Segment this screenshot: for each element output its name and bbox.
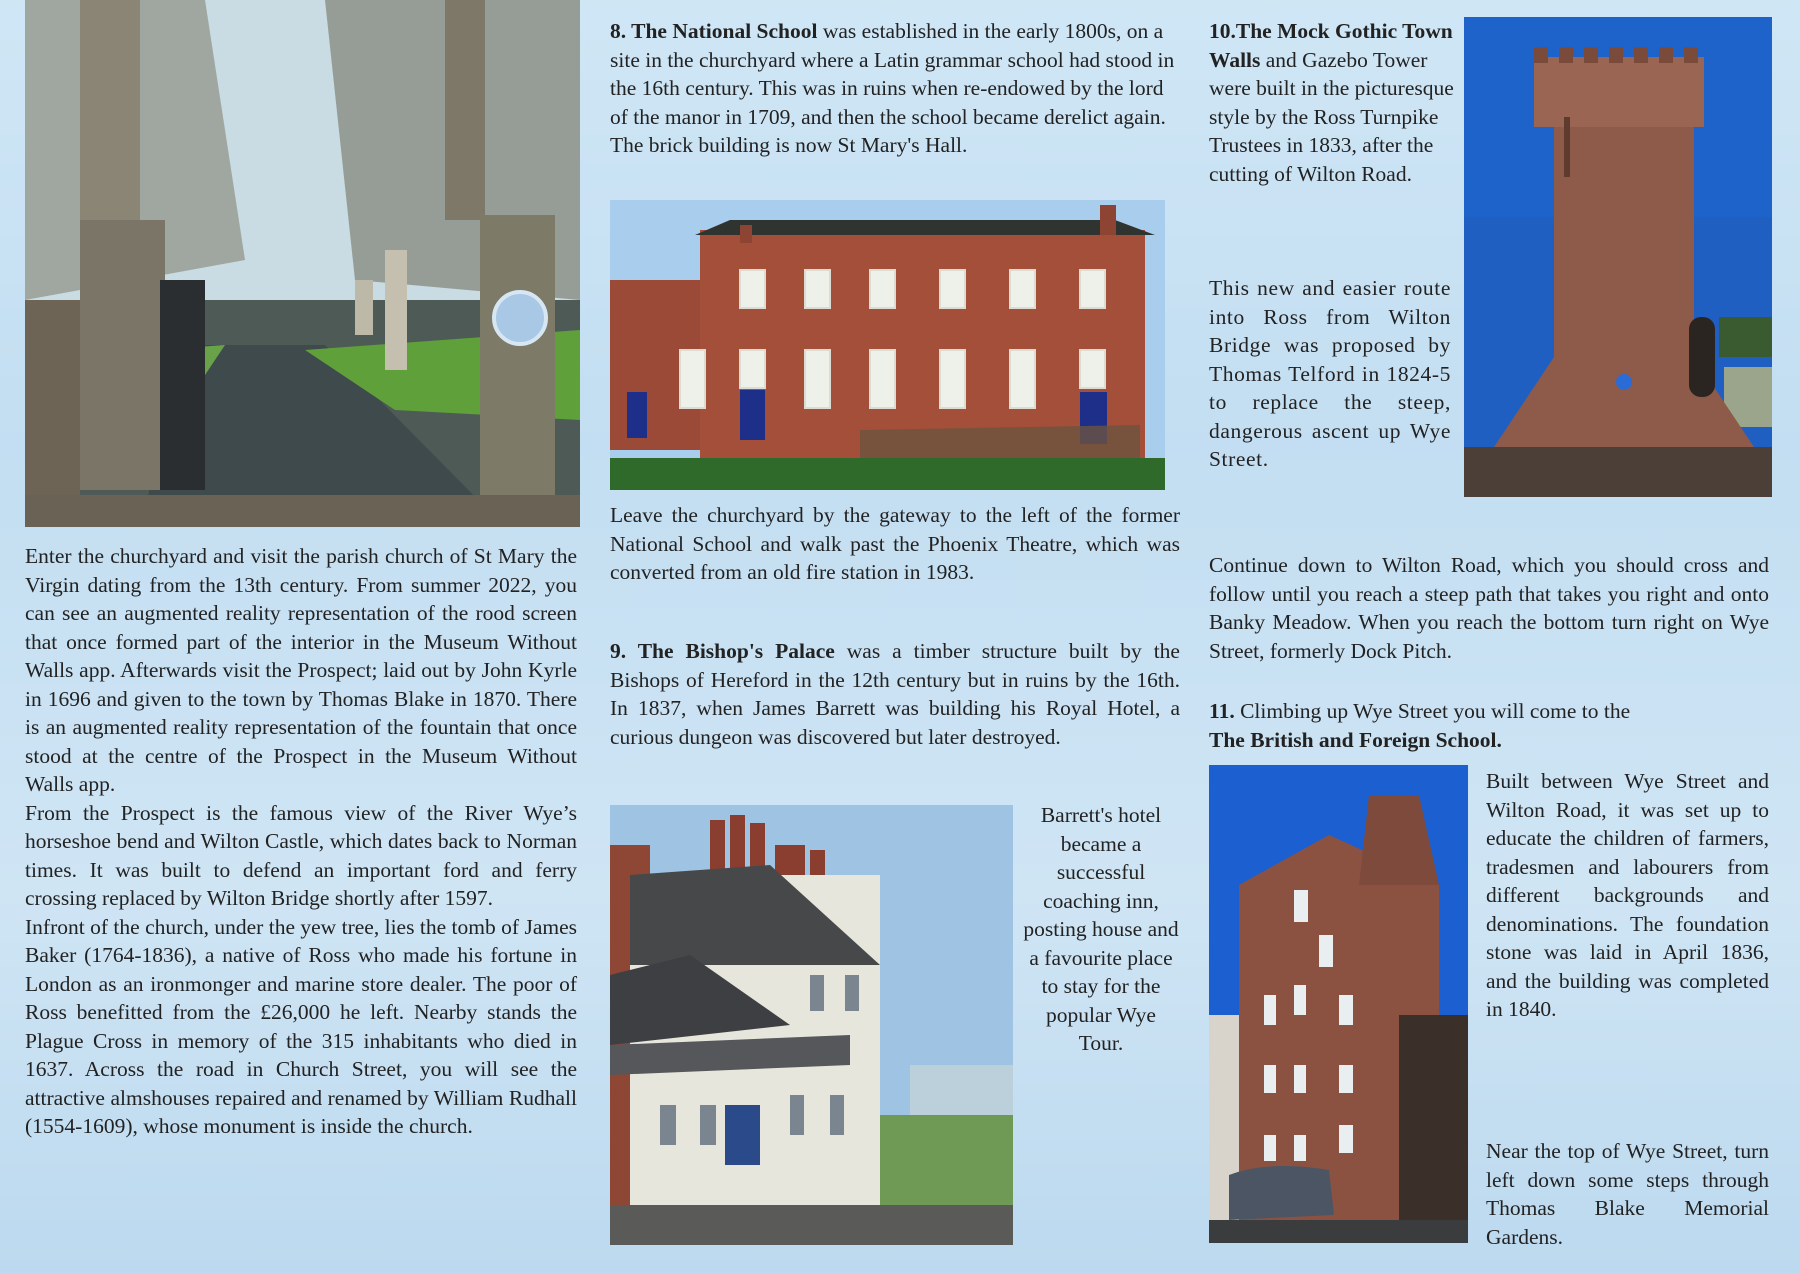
section-11-title: The British and Foreign School. — [1209, 727, 1502, 752]
section-10-body: and Gazebo Tower were built in the picturesque style by the Ross Turnpike Trustees in 1833, after the cutting of Wilton Road. — [1209, 47, 1454, 186]
section-8-text — [610, 17, 1180, 160]
british-foreign-school-photo — [1209, 765, 1468, 1243]
telford-text: This new and easier route into Ross from Wilton Bridge was proposed by Thomas Telford in 1824-5 to replace the steep, dangerous ascent up Wye Street. — [1209, 276, 1451, 471]
churchyard-gateway-photo — [25, 0, 580, 527]
section-11-intro: Climbing up Wye Street you will come to the — [1234, 699, 1631, 723]
section-11-text — [1209, 697, 1769, 754]
near-top-text: Near the top of Wye Street, turn left down some steps through Thomas Blake Memorial Gardens. — [1486, 1139, 1769, 1249]
section-8-body: was established in the early 1800s, on a site in the churchyard where a Latin grammar school had stood in the 16th century. This was in ruins when re-endowed by the lord of the manor in 1709, and then the school became derelict again. The brick building is now St Mary's Hall. — [610, 19, 1175, 157]
prospect-view-paragraph: From the Prospect is the famous view of the River Wye’s horseshoe bend and Wilton Castle, which dates back to Norman times. It was built to defend an important ford and ferry crossing replaced by Wilton Bridge shortly after 1597. — [25, 800, 577, 910]
gazebo-tower-photo — [1464, 17, 1772, 497]
section-9-title: 9. The Bishop's Palace — [610, 639, 835, 663]
church-tomb-paragraph: Infront of the church, under the yew tree, lies the tomb of James Baker (1764-1836), a native of Ross who made his fortune in London as an ironmonger and marine store dealer. The poor of Ross benefitted from the £26,000 he left. Nearby stands the Plague Cross in memory of the 315 inhabitants who died in 1637. Across the road in Church Street, you will see the attractive almshouses repaired and renamed by William Rudhall (1554-1609), whose monument is inside the church. — [25, 914, 577, 1138]
leave-churchyard-text: Leave the churchyard by the gateway to the left of the former National School and walk past the Phoenix Theatre, which was converted from an old fire station in 1983. — [610, 503, 1180, 584]
national-school-photo — [610, 200, 1165, 490]
section-10-text — [1209, 17, 1454, 188]
churchyard-paragraph: Enter the churchyard and visit the parish church of St Mary the Virgin dating from the 13th century. From summer 2022, you can see an augmented reality representation of the rood screen that once formed part of the interior in the Museum Without Walls app. Afterwards visit the Prospect; laid out by John Kyrle in 1696 and given to the town by Thomas Blake in 1870. There is an augmented reality representation of the fountain that once stood at the centre of the Prospect in the Museum Without Walls app. — [25, 544, 577, 796]
section-9-text — [610, 637, 1180, 751]
column-1-text — [25, 542, 577, 1141]
section-11-number: 11. — [1209, 699, 1235, 723]
barrett-hotel-text: Barrett's hotel became a successful coaching inn, posting house and a favourite place to stay for the popular Wye Tour. — [1023, 803, 1179, 1055]
section-10-title: 10.The Mock Gothic Town Walls — [1209, 19, 1453, 72]
built-between-text: Built between Wye Street and Wilton Road, it was set up to educate the children of farmers, tradesmen and labourers from different backgrounds and denominations. The foundation stone was laid in April 1836, and the building was completed in 1840. — [1486, 769, 1769, 1021]
continue-text: Continue down to Wilton Road, which you should cross and follow until you reach a steep path that takes you right and onto Banky Meadow. When you reach the bottom turn right on Wye Street, formerly Dock Pitch. — [1209, 553, 1769, 663]
royal-hotel-photo — [610, 805, 1013, 1245]
section-8-title: 8. The National School — [610, 19, 818, 43]
section-9-body: was a timber structure built by the Bishops of Hereford in the 12th century but in ruins by the 16th. In 1837, when James Barrett was building his Royal Hotel, a curious dungeon was discovered but later destroyed. — [610, 639, 1180, 749]
